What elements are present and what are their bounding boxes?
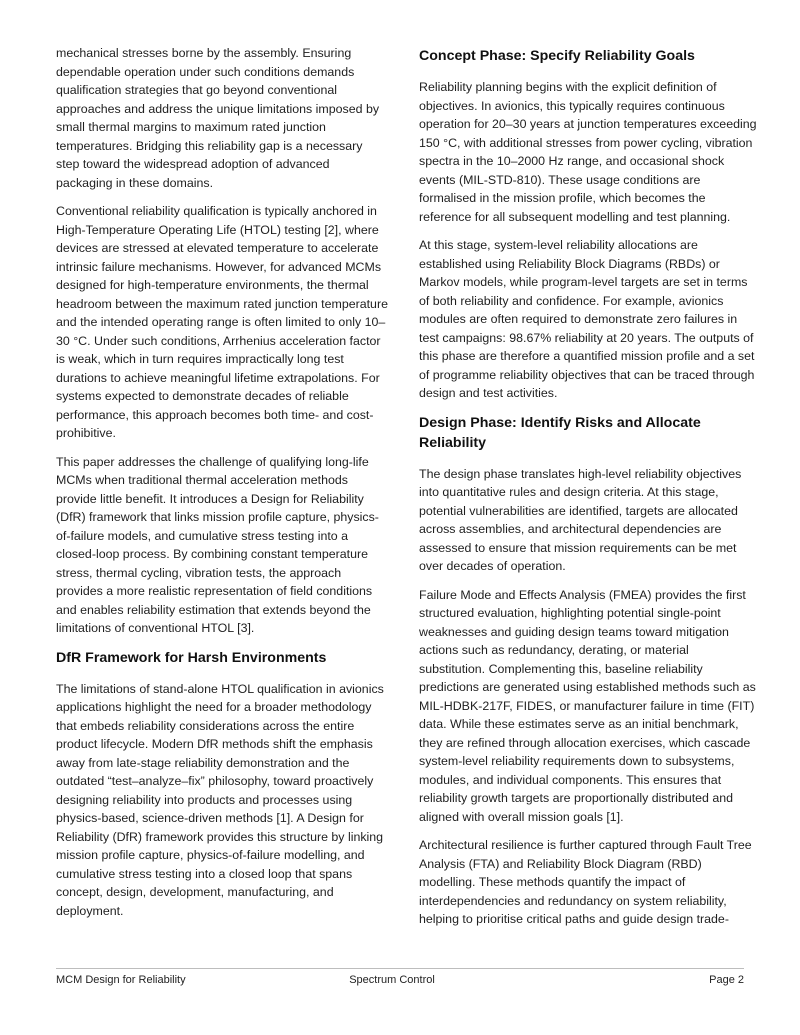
body-paragraph: The design phase translates high-level reliability objectives into quantitative rules and design criteria. At this stage, potential vulnerabilities are identified, targets are allocated across assemblies, and architectural dependencies are assessed to ensure that mission requirements can be met over decades of operation. bbox=[419, 466, 742, 573]
body-paragraph: This paper addresses the challenge of qualifying long-life MCMs when traditional thermal acceleration methods provide little benefit. It introduces a Design for Reliability (DfR) framework that links mission profile capture, physics-of-failure models, and cumulative stress testing into a closed-loop process. By combining constant temperature stress, thermal cycling, vibration tests, the approach provides a more realistic representation of field conditions and enables reliability estimation that extends beyond the limitations of conventional HTOL [3]. bbox=[56, 454, 379, 635]
body-paragraph: Failure Mode and Effects Analysis (FMEA) provides the first structured evaluation, highlighting potential single-point weaknesses and guiding design teams toward mitigation actions such as redundancy, derating, or material substitution. Complementing this, baseline reliability predictions are generated using established methods such as MIL-HDBK-217F, FIDES, or manufacturer failure in time (FIT) data. While these estimates serve as an initial benchmark, they are refined through allocation exercises, which cascade system-level reliability requirements down to subsystems, modules, and individual components. This ensures that reliability growth targets are proportionally distributed and aligned with overall mission goals [1]. bbox=[419, 587, 756, 824]
footer-divider bbox=[56, 968, 744, 969]
body-paragraph: mechanical stresses borne by the assembly. Ensuring dependable operation under such conditions demands qualification strategies that go beyond conventional approaches and address the unique limitations imposed by small thermal margins to maximum rated junction temperatures. Bridging this reliability gap is a necessary step toward the widespread adoption of advanced packaging in these domains. bbox=[56, 46, 380, 190]
footer-title: MCM Design for Reliability bbox=[56, 974, 186, 986]
section-heading: DfR Framework for Harsh Environments bbox=[56, 649, 327, 666]
body-paragraph: Conventional reliability qualification is typically anchored in High-Temperature Operating Life (HTOL) testing [2], where devices are stressed at elevated temperature to accelerate intrinsic failure mechanisms. However, for advanced MCMs designed for high-temperature environments, the thermal headroom between the maximum rated junction temperature and the intended operating range is often limited to only 10–30 °C. Under such conditions, Arrhenius acceleration factor is weak, which in turn requires impractically long test durations to achieve meaningful lifetime extrapolations. For systems expected to demonstrate decades of reliable performance, this approach becomes both time- and cost-prohibitive. bbox=[56, 204, 388, 440]
section-heading: Design Phase: Identify Risks and Allocate Reliability bbox=[419, 414, 701, 451]
body-paragraph: The limitations of stand-alone HTOL qualification in avionics applications highlight the need for a broader methodology that embeds reliability considerations across the entire product lifecycle. Modern DfR methods shift the emphasis away from late-stage reliability demonstration and the outdated “test–analyze–fix” philosophy, toward proactively designing reliability into products and processes using physics-based, science-driven methods [1]. A Design for Reliability (DfR) framework provides this structure by linking mission profile capture, physics-of-failure modelling, and cumulative stress testing into a closed loop that spans concept, design, development, manufacturing, and deployment. bbox=[56, 681, 384, 918]
right-column bbox=[419, 44, 757, 939]
footer-company: Spectrum Control bbox=[349, 974, 435, 986]
body-paragraph: Architectural resilience is further captured through Fault Tree Analysis (FTA) and Reliability Block Diagram (RBD) modelling. These methods quantify the impact of interdependencies and redundancy on system reliability, helping to prioritise critical paths and guide design trade- bbox=[419, 838, 752, 926]
body-paragraph: Reliability planning begins with the explicit definition of objectives. In avionics, this typically requires continuous operation for 20–30 years at junction temperatures exceeding 150 °C, with additional stresses from power cycling, vibration spectra in the 10–2000 Hz range, and occasional shock events (MIL-STD-810). These usage conditions are formalised in the mission profile, which becomes the reference for all subsequent modelling and test planning. bbox=[419, 80, 757, 224]
left-column bbox=[56, 44, 388, 930]
section-heading: Concept Phase: Specify Reliability Goals bbox=[419, 48, 695, 64]
body-paragraph: At this stage, system-level reliability allocations are established using Reliability Block Diagrams (RBDs) or Markov models, while program-level targets are set in terms of both reliability and confidence. For example, avionics modules are often required to demonstrate zero failures in test campaigns: 98.67% reliability at 20 years. The outputs of this phase are therefore a quantified mission profile and a set of programme reliability objectives that can be traced through design and test activities. bbox=[419, 238, 755, 400]
footer-page-number: Page 2 bbox=[709, 974, 744, 986]
